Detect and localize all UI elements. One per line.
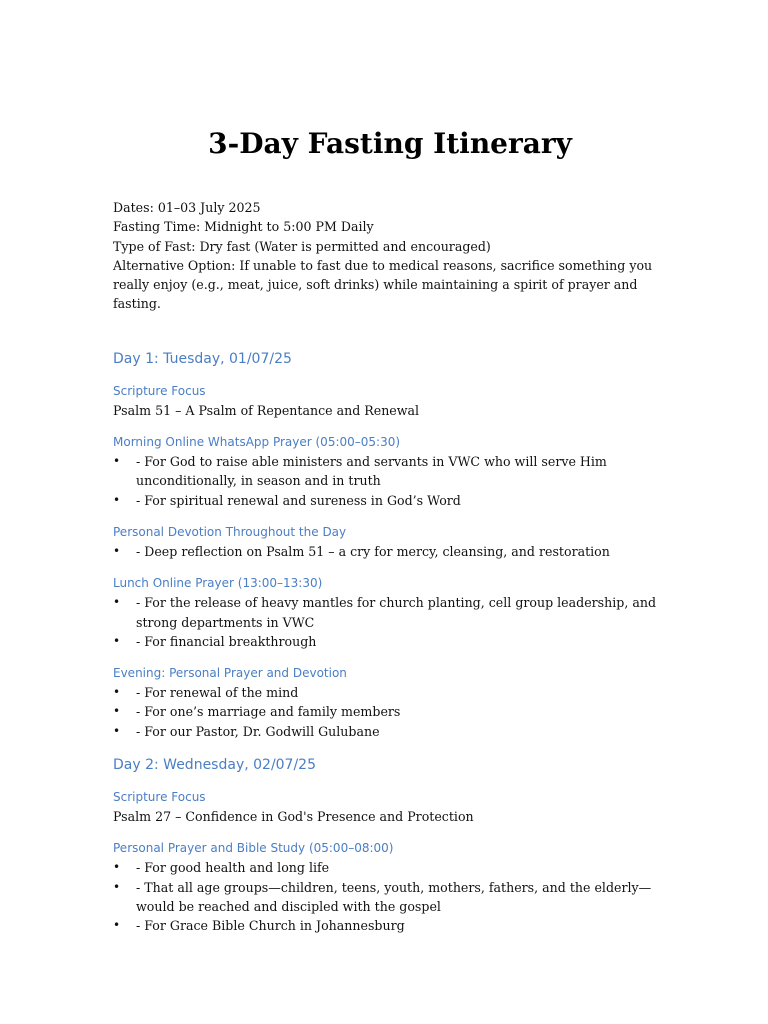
list-item (113, 632, 658, 651)
list-item (113, 593, 658, 632)
meta-dates: Dates: 01–03 July 2025 (113, 200, 261, 215)
list-item (113, 916, 658, 935)
list-item (113, 858, 658, 877)
scripture-text: Psalm 51 – A Psalm of Repentance and Renewal (113, 402, 420, 418)
section-heading: Personal Prayer and Bible Study (05:00–08:00) (113, 841, 394, 856)
section-heading: Morning Online WhatsApp Prayer (05:00–05:30) (113, 435, 401, 450)
list-item-text: - Deep reflection on Psalm 51 – a cry for mercy, cleansing, and restoration (136, 543, 610, 559)
list-item-text: - For Grace Bible Church in Johannesburg (136, 918, 405, 934)
bullet-icon: • (113, 685, 121, 700)
list-item (113, 491, 658, 510)
list-item (113, 878, 658, 917)
bullet-list (113, 683, 658, 741)
bullet-icon: • (113, 860, 121, 875)
day-1-heading: Day 1: Tuesday, 01/07/25 (113, 350, 292, 367)
bullet-icon: • (113, 704, 121, 719)
bullet-list (113, 542, 658, 561)
bullet-list (113, 452, 658, 510)
bullet-icon: • (113, 633, 121, 648)
bullet-list (113, 593, 658, 651)
list-item-text: - For spiritual renewal and sureness in God’s Word (136, 492, 461, 508)
section-heading: Scripture Focus (113, 790, 206, 805)
bullet-icon: • (113, 492, 121, 507)
list-item-text: - For the release of heavy mantles for church planting, cell group leadership, and strong departments in VWC (136, 595, 657, 630)
day-1-morning-prayer (113, 432, 658, 510)
section-heading: Personal Devotion Throughout the Day (113, 524, 347, 539)
day-2-heading: Day 2: Wednesday, 02/07/25 (113, 757, 316, 774)
day-1-evening-prayer (113, 663, 658, 741)
section-heading: Lunch Online Prayer (13:00–13:30) (113, 576, 323, 591)
meta-block (113, 198, 658, 314)
bullet-icon: • (113, 454, 121, 469)
day-1-section (113, 347, 658, 741)
list-item-text: - For our Pastor, Dr. Godwill Gulubane (136, 723, 380, 739)
meta-fasting-time: Fasting Time: Midnight to 5:00 PM Daily (113, 219, 374, 235)
list-item (113, 542, 658, 561)
day-2-section (113, 753, 658, 935)
list-item-text: - For financial breakthrough (136, 633, 317, 649)
list-item (113, 683, 658, 702)
list-item-text: - For renewal of the mind (136, 685, 299, 701)
scripture-text: Psalm 27 – Confidence in God's Presence and Protection (113, 809, 474, 825)
bullet-icon: • (113, 879, 121, 894)
list-item-text: - For God to raise able ministers and servants in VWC who will serve Him unconditionally, in season and in truth (136, 454, 607, 489)
section-heading: Scripture Focus (113, 383, 206, 398)
list-item-text: - For one’s marriage and family members (136, 704, 401, 720)
document-body (113, 198, 658, 936)
page-title: 3-Day Fasting Itinerary (208, 127, 572, 160)
meta-fast-type: Type of Fast: Dry fast (Water is permitted and encouraged) (113, 238, 491, 254)
day-1-lunch-prayer (113, 573, 658, 651)
list-item-text: - For good health and long life (136, 860, 330, 876)
section-heading: Evening: Personal Prayer and Devotion (113, 666, 347, 681)
day-1-scripture (113, 381, 658, 420)
bullet-icon: • (113, 918, 121, 933)
bullet-icon: • (113, 595, 121, 610)
list-item (113, 452, 658, 491)
list-item-text: - That all age groups—children, teens, youth, mothers, fathers, and the elderly—would be reached and discipled with the gospel (136, 879, 652, 914)
day-2-scripture (113, 787, 658, 826)
meta-alternative-option: Alternative Option: If unable to fast due to medical reasons, sacrifice something you really enjoy (e.g., meat, juice, soft drinks) while maintaining a spirit of prayer and fasting. (113, 257, 653, 312)
bullet-list (113, 858, 658, 935)
bullet-icon: • (113, 543, 121, 558)
list-item (113, 702, 658, 721)
day-1-personal-devotion (113, 522, 658, 561)
list-item (113, 722, 658, 741)
day-2-bible-study (113, 838, 658, 935)
bullet-icon: • (113, 723, 121, 738)
